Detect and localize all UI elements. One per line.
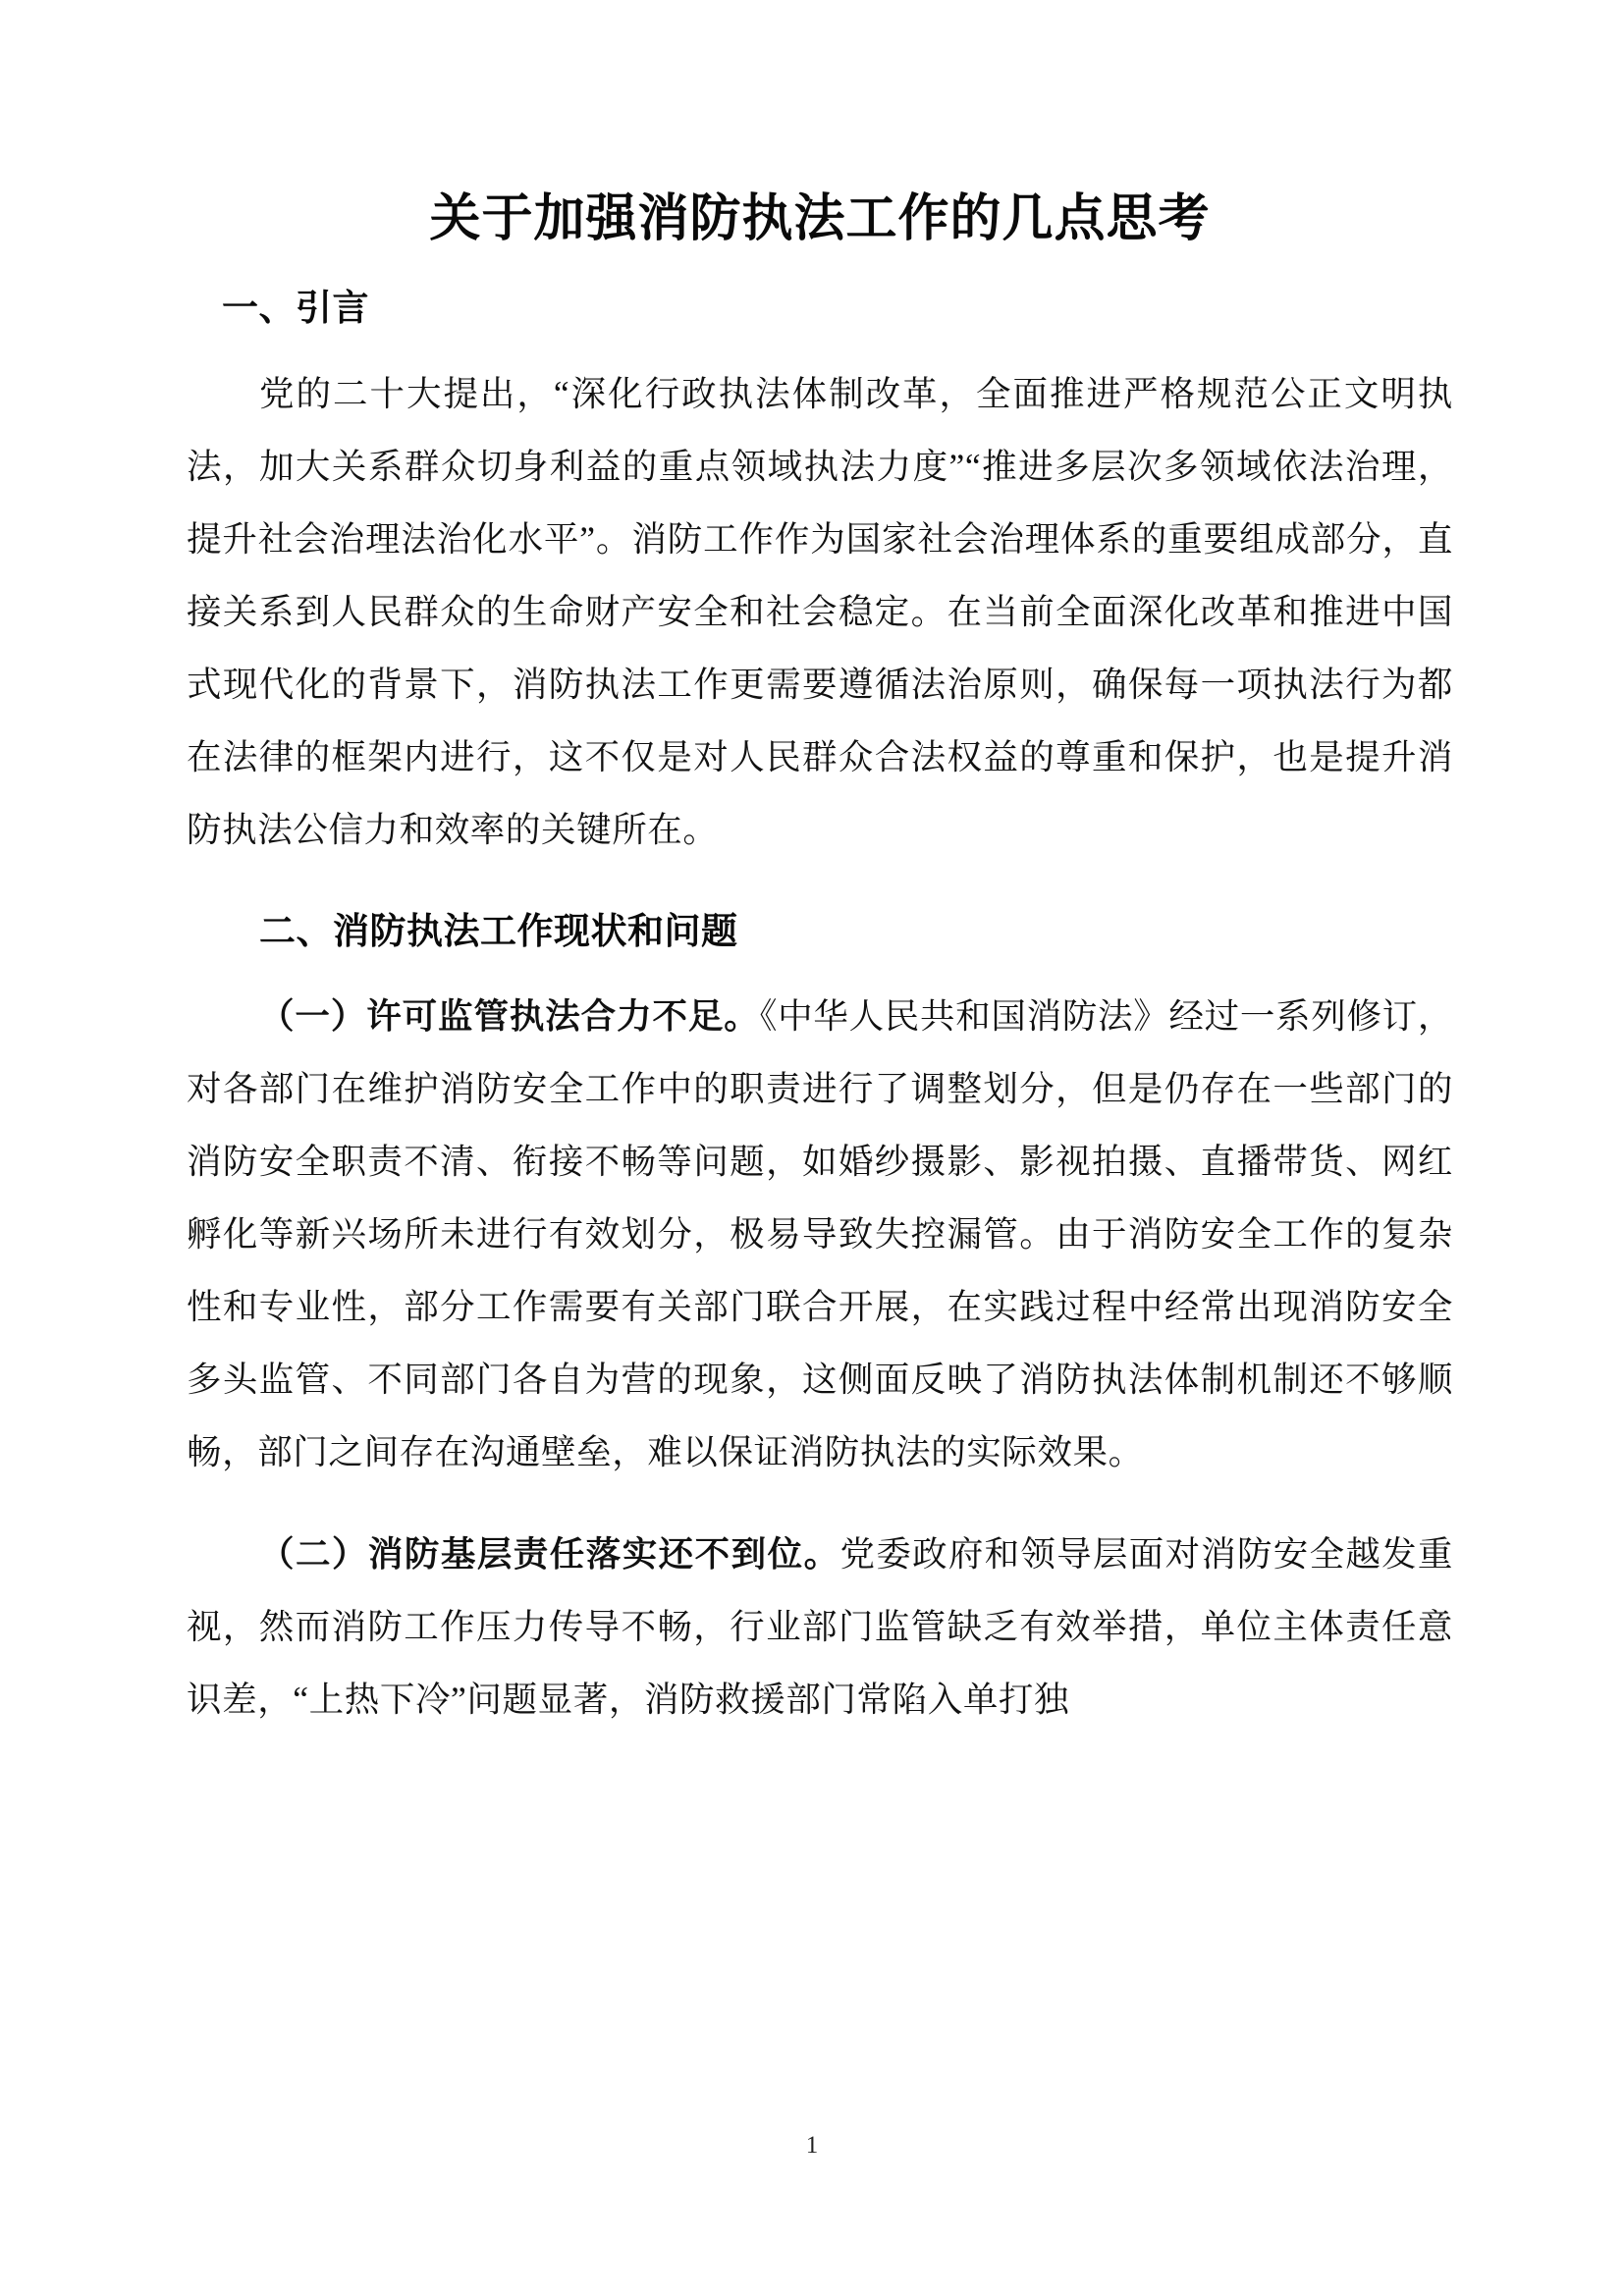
paragraph-subsection-1 bbox=[187, 980, 1453, 1488]
paragraph-text-1: 《中华人民共和国消防法》经过一系列修订，对各部门在维护消防安全工作中的职责进行了调整划分，但是仍存在一些部门的消防安全职责不清、衔接不畅等问题，如婚纱摄影、影视拍摄、直播带货、网红孵化等新兴场所未进行有效划分，极易导致失控漏管。由于消防安全工作的复杂性和专业性，部分工作需要有关部门联合开展，在实践过程中经常出现消防安全多头监管、不同部门各自为营的现象，这侧面反映了消防执法体制机制还不够顺畅，部门之间存在沟通壁垒，难以保证消防执法的实际效果。 bbox=[187, 995, 1453, 1471]
page-content bbox=[187, 0, 1453, 1735]
section-heading-2: 二、消防执法工作现状和问题 bbox=[259, 910, 738, 951]
page-number: 1 bbox=[805, 2132, 819, 2159]
paragraph-intro bbox=[187, 357, 1453, 866]
paragraph-lead-2: （二）消防基层责任落实还不到位。 bbox=[259, 1533, 840, 1574]
paragraph-subsection-2 bbox=[187, 1518, 1453, 1735]
paragraph-text-2: 党委政府和领导层面对消防安全越发重视，然而消防工作压力传导不畅，行业部门监管缺乏有效举措，单位主体责任意识差，“上热下冷”问题显著，消防救援部门常陷入单打独 bbox=[187, 1533, 1453, 1719]
section-heading-1: 一、引言 bbox=[222, 288, 369, 329]
paragraph-text: 党的二十大提出，“深化行政执法体制改革，全面推进严格规范公正文明执法，加大关系群众切身利益的重点领域执法力度”“推进多层次多领域依法治理，提升社会治理法治化水平”。消防工作作为国家社会治理体系的重要组成部分，直接关系到人民群众的生命财产安全和社会稳定。在当前全面深化改革和推进中国式现代化的背景下，消防执法工作更需要遵循法治原则，确保每一项执法行为都在法律的框架内进行，这不仅是对人民群众合法权益的尊重和保护，也是提升消防执法公信力和效率的关键所在。 bbox=[187, 373, 1453, 849]
paragraph-lead-1: （一）许可监管执法合力不足。 bbox=[259, 995, 760, 1036]
page-title: 关于加强消防执法工作的几点思考 bbox=[429, 191, 1211, 247]
